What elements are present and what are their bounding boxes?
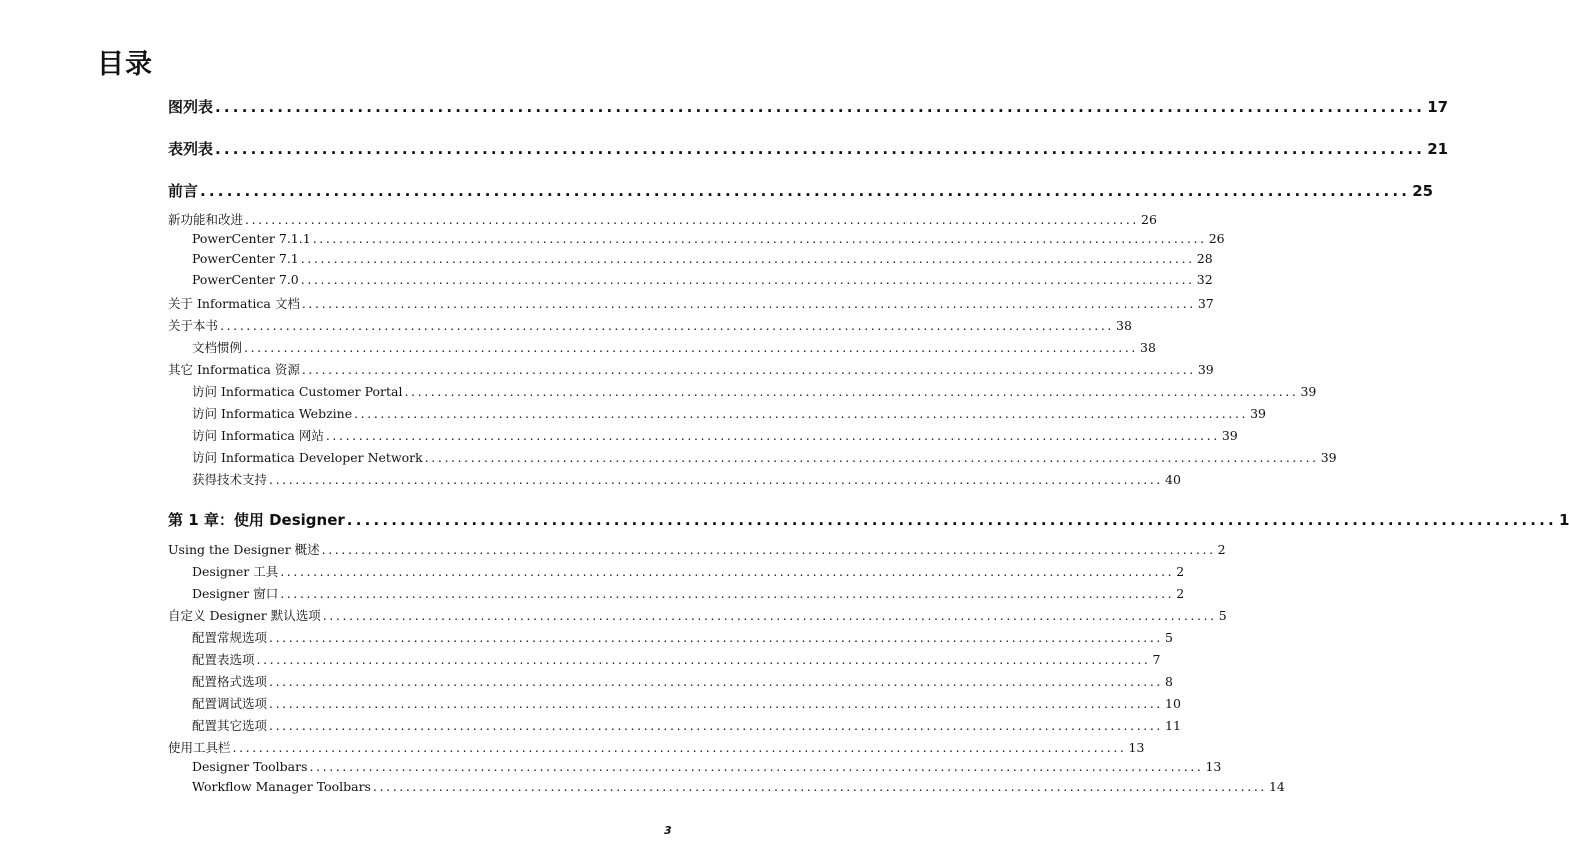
- dot-leader: ........................................................................................................................................: [269, 674, 1163, 689]
- dot-leader: ........................................................................................................................................: [301, 296, 1196, 311]
- toc-entry-label: Designer 窗口: [192, 586, 279, 601]
- dot-leader: ........................................................................................................................................: [200, 182, 1411, 200]
- toc-entry-designer-toolbars[interactable]: [192, 759, 1222, 777]
- toc-entry-page: 37: [1197, 296, 1214, 311]
- toc-entry-page: 5: [1218, 608, 1227, 623]
- toc-entry-label: 关于 Informatica 文档: [168, 296, 300, 311]
- dot-leader: ........................................................................................................................................: [269, 630, 1163, 645]
- dot-leader: ........................................................................................................................................: [256, 652, 1151, 667]
- dot-leader: ........................................................................................................................................: [372, 779, 1267, 794]
- toc-entry-powercenter-70[interactable]: [192, 272, 1213, 290]
- toc-entry-label: 访问 Informatica Developer Network: [192, 450, 423, 465]
- dot-leader: ........................................................................................................................................: [215, 98, 1426, 116]
- toc-entry-label: 获得技术支持: [192, 472, 268, 487]
- toc-entry-label: Designer 工具: [192, 564, 279, 579]
- dot-leader: ........................................................................................................................................: [244, 340, 1138, 355]
- toc-entry-page: 10: [1165, 696, 1181, 711]
- toc-entry-label: PowerCenter 7.1.1: [192, 231, 311, 246]
- toc-entry-doc-conventions[interactable]: [192, 338, 1156, 356]
- toc-entry-page: 38: [1116, 318, 1132, 333]
- toc-entry-page: 39: [1221, 428, 1238, 443]
- toc-entry-label: 配置格式选项: [192, 674, 268, 689]
- toc-entry-page: 5: [1165, 630, 1173, 645]
- toc-entry-about-informatica-docs[interactable]: [168, 294, 1214, 312]
- toc-entry-label: Designer Toolbars: [192, 759, 308, 774]
- toc-entry-powercenter-71[interactable]: [192, 251, 1213, 269]
- dot-leader: ........................................................................................................................................: [404, 384, 1299, 399]
- toc-entry-label: Workflow Manager Toolbars: [192, 779, 371, 794]
- toc-entry-label: 配置调试选项: [192, 696, 268, 711]
- toc-entry-label: 文档惯例: [192, 340, 243, 355]
- toc-entry-page: 40: [1165, 472, 1181, 487]
- toc-entry-label: 访问 Informatica 网站: [192, 428, 324, 443]
- toc-entry-label: Using the Designer 概述: [168, 542, 320, 557]
- toc-entry-website[interactable]: [192, 426, 1238, 444]
- dot-leader: ........................................................................................................................................: [232, 740, 1127, 755]
- toc-entry-page: 39: [1300, 384, 1317, 399]
- toc-entry-label: 访问 Informatica Webzine: [192, 406, 353, 421]
- toc-entry-designer-tools[interactable]: [192, 562, 1185, 580]
- toc-entry-page: 26: [1141, 212, 1157, 227]
- toc-entry-page: 39: [1250, 406, 1266, 421]
- toc-entry-label: 访问 Informatica Customer Portal: [192, 384, 403, 399]
- page-number: 3: [664, 824, 672, 837]
- toc-entry-page: 17: [1427, 98, 1449, 116]
- toc-entry-label: 第 1 章：使用 Designer: [168, 511, 345, 529]
- toc-entry-page: 1: [1558, 511, 1569, 529]
- toc-entry-page: 38: [1140, 340, 1156, 355]
- dot-leader: ........................................................................................................................................: [280, 564, 1175, 579]
- toc-entry-developer-network[interactable]: [192, 448, 1337, 466]
- toc-entry-customize-defaults[interactable]: [168, 606, 1227, 624]
- toc-entry-label: 前言: [168, 182, 199, 200]
- toc-entry-other-resources[interactable]: [168, 360, 1214, 378]
- toc-entry-label: 表列表: [168, 140, 214, 158]
- toc-entry-label: 配置常规选项: [192, 630, 268, 645]
- dot-leader: ........................................................................................................................................: [321, 542, 1216, 557]
- dot-leader: ........................................................................................................................................: [280, 586, 1175, 601]
- toc-entry-label: 新功能和改进: [168, 212, 244, 227]
- toc-entry-page: 26: [1208, 231, 1225, 246]
- toc-entry-page: 39: [1320, 450, 1337, 465]
- toc-entry-powercenter-711[interactable]: [192, 231, 1225, 249]
- toc-entry-page: 11: [1165, 718, 1181, 733]
- toc-entry-page: 7: [1152, 652, 1161, 667]
- dot-leader: ........................................................................................................................................: [269, 472, 1163, 487]
- toc-entry-customer-portal[interactable]: [192, 382, 1317, 400]
- page-title: 目录: [97, 49, 153, 80]
- toc-entry-label: 使用工具栏: [168, 740, 231, 755]
- toc-entry-preface[interactable]: [168, 180, 1434, 202]
- toc-entry-label: 自定义 Designer 默认选项: [168, 608, 321, 623]
- toc-entry-page: 32: [1196, 272, 1213, 287]
- toc-entry-page: 21: [1427, 140, 1449, 158]
- dot-leader: ........................................................................................................................................: [269, 718, 1163, 733]
- toc-entry-page: 13: [1205, 759, 1222, 774]
- dot-leader: ........................................................................................................................................: [424, 450, 1319, 465]
- toc-entry-using-toolbars[interactable]: [168, 738, 1145, 756]
- dot-leader: ........................................................................................................................................: [309, 759, 1204, 774]
- dot-leader: ........................................................................................................................................: [220, 318, 1114, 333]
- toc-entry-format-options[interactable]: [192, 672, 1173, 690]
- toc-entry-label: 配置表选项: [192, 652, 255, 667]
- toc-entry-label: 图列表: [168, 98, 214, 116]
- toc-entry-general-options[interactable]: [192, 628, 1173, 646]
- toc-entry-designer-overview[interactable]: [168, 540, 1226, 558]
- toc-entry-label: 其它 Informatica 资源: [168, 362, 300, 377]
- toc-entry-page: 13: [1128, 740, 1145, 755]
- toc-entry-technical-support[interactable]: [192, 470, 1181, 488]
- toc-entry-misc-options[interactable]: [192, 716, 1181, 734]
- toc-entry-label: PowerCenter 7.0: [192, 272, 299, 287]
- toc-entry-table-options[interactable]: [192, 650, 1161, 668]
- toc-entry-page: 28: [1196, 251, 1213, 266]
- toc-entry-label: PowerCenter 7.1: [192, 251, 299, 266]
- toc-entry-list-of-tables[interactable]: [168, 138, 1449, 160]
- dot-leader: ........................................................................................................................................: [300, 251, 1195, 266]
- toc-entry-label: 关于本书: [168, 318, 219, 333]
- toc-entry-chapter-1[interactable]: [168, 509, 1569, 531]
- toc-entry-debug-options[interactable]: [192, 694, 1181, 712]
- toc-entry-page: 2: [1176, 564, 1185, 579]
- dot-leader: ........................................................................................................................................: [215, 140, 1426, 158]
- dot-leader: ........................................................................................................................................: [300, 272, 1195, 287]
- toc-entry-about-this-book[interactable]: [168, 316, 1132, 334]
- toc-entry-page: 25: [1412, 182, 1434, 200]
- dot-leader: ........................................................................................................................................: [312, 231, 1207, 246]
- toc-entry-page: 8: [1165, 674, 1173, 689]
- toc-entry-new-features[interactable]: [168, 210, 1157, 228]
- toc-entry-label: 配置其它选项: [192, 718, 268, 733]
- toc-entry-list-of-figures[interactable]: [168, 96, 1449, 118]
- dot-leader: ........................................................................................................................................: [322, 608, 1217, 623]
- dot-leader: ........................................................................................................................................: [245, 212, 1139, 227]
- toc-entry-workflow-toolbars[interactable]: [192, 779, 1285, 797]
- toc-entry-page: 14: [1268, 779, 1285, 794]
- dot-leader: ........................................................................................................................................: [346, 511, 1557, 529]
- toc-entry-designer-windows[interactable]: [192, 584, 1185, 602]
- toc-entry-page: 2: [1176, 586, 1185, 601]
- dot-leader: ........................................................................................................................................: [354, 406, 1249, 421]
- toc-entry-webzine[interactable]: [192, 404, 1266, 422]
- toc-entry-page: 39: [1197, 362, 1214, 377]
- dot-leader: ........................................................................................................................................: [325, 428, 1220, 443]
- dot-leader: ........................................................................................................................................: [269, 696, 1163, 711]
- dot-leader: ........................................................................................................................................: [301, 362, 1196, 377]
- toc-entry-page: 2: [1217, 542, 1226, 557]
